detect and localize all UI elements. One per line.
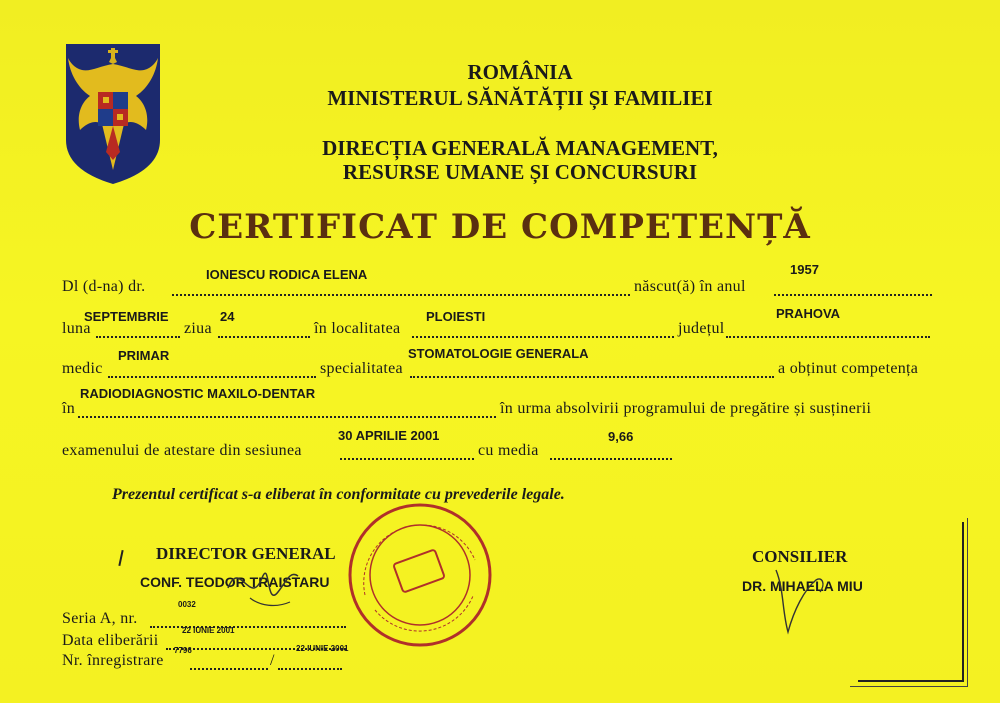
dotted-line <box>340 458 474 460</box>
handwritten-signature-right <box>760 550 840 640</box>
dotted-line <box>190 668 268 670</box>
dotted-line <box>218 336 310 338</box>
border-line <box>858 680 964 682</box>
label-day: ziua <box>184 320 212 337</box>
value-locality: PLOIESTI <box>426 309 486 324</box>
value-name: IONESCU RODICA ELENA <box>206 267 368 282</box>
official-stamp <box>345 500 495 650</box>
label-in: în <box>62 400 76 417</box>
label-following: în urma absolvirii programului de pregătire și susținerii <box>500 400 872 417</box>
value-grade: PRIMAR <box>118 348 170 363</box>
value-year: 1957 <box>790 262 819 277</box>
border-line <box>850 686 968 687</box>
dotted-line <box>726 336 930 338</box>
label-issue-date: Data eliberării <box>62 632 159 649</box>
header-directorate-line1: DIRECȚIA GENERALĂ MANAGEMENT, <box>322 136 718 160</box>
signature-right-title: CONSILIER <box>752 547 848 566</box>
value-reg-no: 7796 <box>174 646 192 655</box>
dotted-line <box>78 416 496 418</box>
value-average: 9,66 <box>608 429 634 444</box>
label-county: județul <box>678 320 725 337</box>
dotted-line <box>150 626 346 628</box>
header-country: ROMÂNIA <box>467 60 573 84</box>
registration-slash: / <box>270 652 275 669</box>
border-line <box>962 522 964 680</box>
value-day: 24 <box>220 309 235 324</box>
dotted-line <box>278 668 342 670</box>
label-dl: Dl (d-na) dr. <box>62 278 146 295</box>
pen-mark <box>118 550 123 566</box>
certificate-title: CERTIFICAT DE COMPETENȚĂ <box>189 207 811 247</box>
dotted-line <box>550 458 672 460</box>
signature-left-title: DIRECTOR GENERAL <box>156 544 336 563</box>
dotted-line <box>108 376 316 378</box>
signature-left-name: CONF. TEODOR TRAISTARU <box>140 574 330 590</box>
legal-statement: Prezentul certificat s-a eliberat în conformitate cu prevederile legale. <box>112 486 565 503</box>
value-series-no: 0032 <box>178 600 196 609</box>
handwritten-signature-left <box>220 548 310 618</box>
border-line <box>967 518 968 686</box>
dotted-line <box>172 294 630 296</box>
dotted-line <box>774 294 932 296</box>
dotted-line <box>96 336 180 338</box>
label-average: cu media <box>478 442 539 459</box>
label-locality: în localitatea <box>314 320 401 337</box>
signature-right-name: DR. MIHAELA MIU <box>742 578 863 594</box>
dotted-line <box>410 376 774 378</box>
value-reg-date: 22 IUNIE 2001 <box>296 644 349 653</box>
label-exam: examenului de atestare din sesiunea <box>62 442 302 459</box>
dotted-line <box>412 336 674 338</box>
label-series: Seria A, nr. <box>62 610 138 627</box>
label-obtained: a obținut competența <box>778 360 919 377</box>
label-month: luna <box>62 320 91 337</box>
value-issue-date: 22 IUNIE 2001 <box>182 626 235 635</box>
label-registration: Nr. înregistrare <box>62 652 164 669</box>
value-month: SEPTEMBRIE <box>84 309 169 324</box>
value-session: 30 APRILIE 2001 <box>338 428 440 443</box>
label-medic: medic <box>62 360 103 377</box>
header-directorate-line2: RESURSE UMANE ȘI CONCURSURI <box>342 160 698 184</box>
label-specialty: specialitatea <box>320 360 403 377</box>
value-specialty: STOMATOLOGIE GENERALA <box>408 346 589 361</box>
value-county: PRAHOVA <box>776 306 841 321</box>
header-ministry: MINISTERUL SĂNĂTĂȚII ȘI FAMILIEI <box>327 86 713 110</box>
label-born: născut(ă) în anul <box>634 278 746 295</box>
value-competence: RADIODIAGNOSTIC MAXILO-DENTAR <box>80 386 316 401</box>
